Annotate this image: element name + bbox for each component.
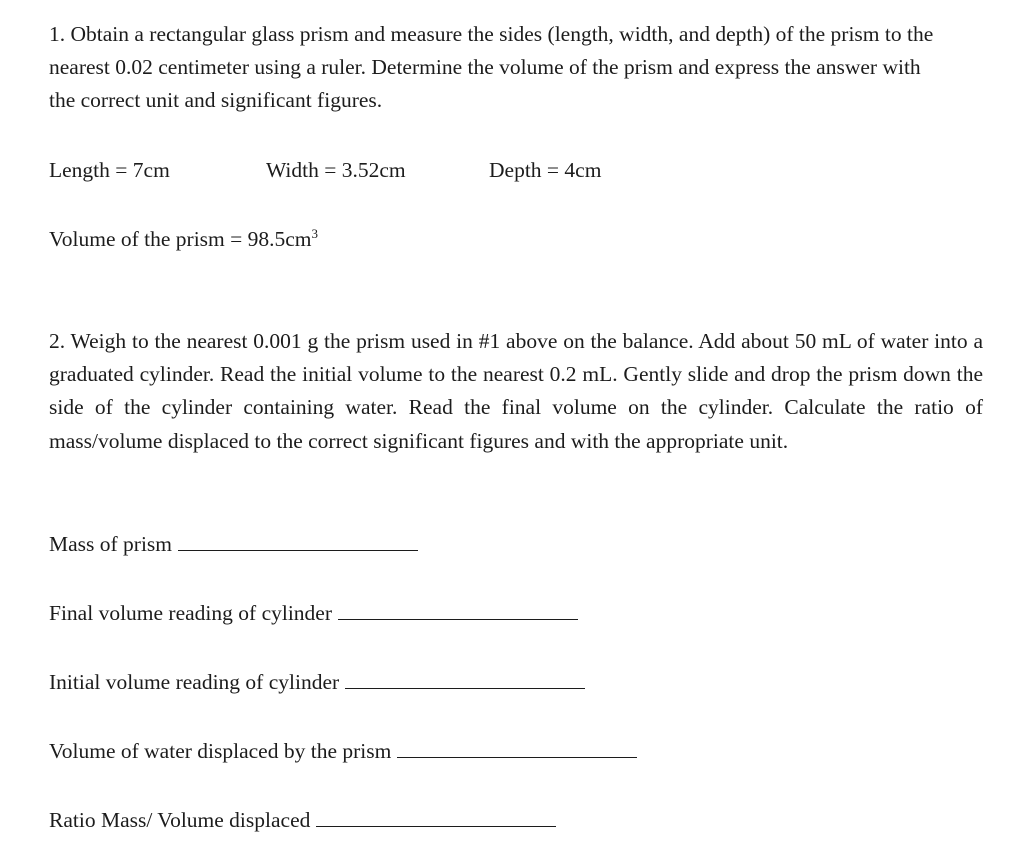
- initial-volume-label: Initial volume reading of cylinder: [49, 670, 340, 694]
- final-volume-label: Final volume reading of cylinder: [49, 601, 333, 625]
- width-measurement: Width = 3.52cm: [266, 158, 406, 182]
- ratio-row: [49, 806, 556, 834]
- displaced-volume-blank[interactable]: [397, 737, 637, 758]
- initial-volume-row: [49, 668, 585, 696]
- displaced-volume-label: Volume of water displaced by the prism: [49, 739, 392, 763]
- prism-volume: [49, 225, 318, 253]
- displaced-volume-row: [49, 737, 637, 765]
- ratio-blank[interactable]: [316, 806, 556, 827]
- depth-measurement: Depth = 4cm: [489, 158, 602, 182]
- question-2-text: 2. Weigh to the nearest 0.001 g the prism used in #1 above on the balance. Add about 50 mL of water into a graduated cylinder. Read the initial volume to the nearest 0.2 mL. Gently slide and drop the prism down the side of the cylinder containing water. Read the final volume on the cylinder. Calculate the ratio of mass/volume displaced to the correct significant figures and with the appropriate unit.: [49, 329, 983, 453]
- question-1-text: 1. Obtain a rectangular glass prism and measure the sides (length, width, and depth) of the prism to the nearest 0.02 centimeter using a ruler. Determine the volume of the prism and express the answer with the correct unit and significant figures.: [49, 22, 934, 113]
- length-measurement: Length = 7cm: [49, 158, 170, 182]
- final-volume-blank[interactable]: [338, 599, 578, 620]
- prism-volume-value: Volume of the prism = 98.5cm: [49, 227, 312, 251]
- mass-of-prism-blank[interactable]: [178, 530, 418, 551]
- cubic-exponent: 3: [311, 226, 319, 241]
- ratio-label: Ratio Mass/ Volume displaced: [49, 808, 311, 832]
- final-volume-row: [49, 599, 578, 627]
- mass-of-prism-row: [49, 530, 418, 558]
- initial-volume-blank[interactable]: [345, 668, 585, 689]
- mass-of-prism-label: Mass of prism: [49, 532, 173, 556]
